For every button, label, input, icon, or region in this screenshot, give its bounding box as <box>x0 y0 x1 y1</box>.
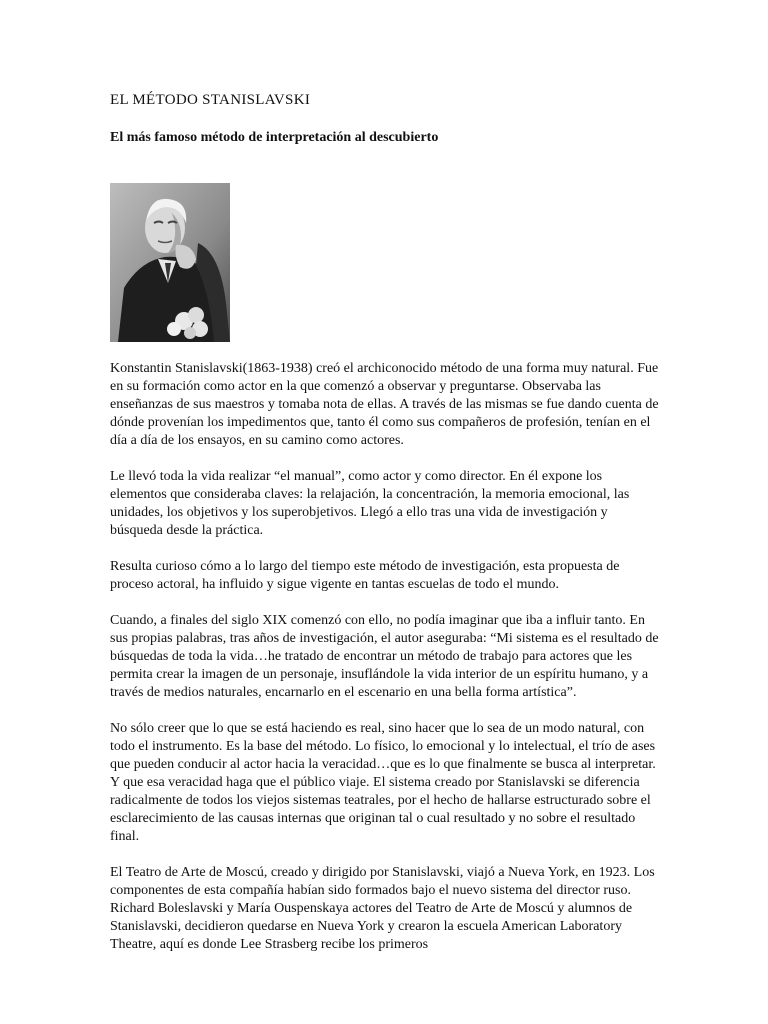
paragraph: Le llevó toda la vida realizar “el manual”, como actor y como director. En él expone los elementos que consideraba claves: la relajación, la concentración, la memoria emocional, las unidades, los objetivos y los superobjetivos. Llegó a ello tras una vida de investigación y búsqueda desde la práctica. <box>110 469 630 538</box>
portrait-photo <box>110 183 230 342</box>
paragraph: Cuando, a finales del siglo XIX comenzó con ello, no podía imaginar que iba a influir tanto. En sus propias palabras, tras años de investigación, el autor aseguraba: “Mi sistema es el resultado de búsquedas de toda la vida…he tratado de encontrar un método de trabajo para actores que les permita crear la imagen de un personaje, insuflándole la vida interior de un espíritu humano, y a través de medios naturales, encarnarlo en el escenario en una bella forma artística”. <box>110 613 659 700</box>
document-subtitle: El más famoso método de interpretación al descubierto <box>110 130 439 145</box>
paragraph: No sólo creer que lo que se está haciendo es real, sino hacer que lo sea de un modo natural, con todo el instrumento. Es la base del método. Lo físico, lo emocional y lo intelectual, el trío de ases que pueden conducir al actor hacia la veracidad…que es lo que finalmente se busca al interpretar. Y que esa veracidad haga que el público viaje. El sistema creado por Stanislavski se diferencia radicalmente de todos los viejos sistemas teatrales, por el hecho de hallarse estructurado sobre el esclarecimiento de las causas internas que originan tal o cual resultado y no sobre el resultado final. <box>110 721 656 844</box>
paragraph: El Teatro de Arte de Moscú, creado y dirigido por Stanislavski, viajó a Nueva York, en 1923. Los componentes de esta compañía habían sido formados bajo el nuevo sistema del director ruso. Richard Boleslavski y María Ouspenskaya actores del Teatro de Arte de Moscú y alumnos de Stanislavski, decidieron quedarse en Nueva York y crearon la escuela American Laboratory Theatre, aquí es donde Lee Strasberg recibe los primeros <box>110 865 655 952</box>
article-body <box>110 360 662 972</box>
paragraph: Resulta curioso cómo a lo largo del tiempo este método de investigación, esta propuesta de proceso actoral, ha influido y sigue vigente en tantas escuelas de todo el mundo. <box>110 559 620 592</box>
paragraph: Konstantin Stanislavski(1863-1938) creó el archiconocido método de una forma muy natural. Fue en su formación como actor en la que comenzó a observar y preguntarse. Observaba las enseñanzas de sus maestros y tomaba nota de ellas. A través de las mismas se fue dando cuenta de dónde provenían los impedimentos que, tanto él como sus compañeros de profesión, tenían en el día a día de los ensayos, en su camino como actores. <box>110 361 659 448</box>
document-title: EL MÉTODO STANISLAVSKI <box>110 92 311 108</box>
portrait-illustration <box>110 183 230 342</box>
